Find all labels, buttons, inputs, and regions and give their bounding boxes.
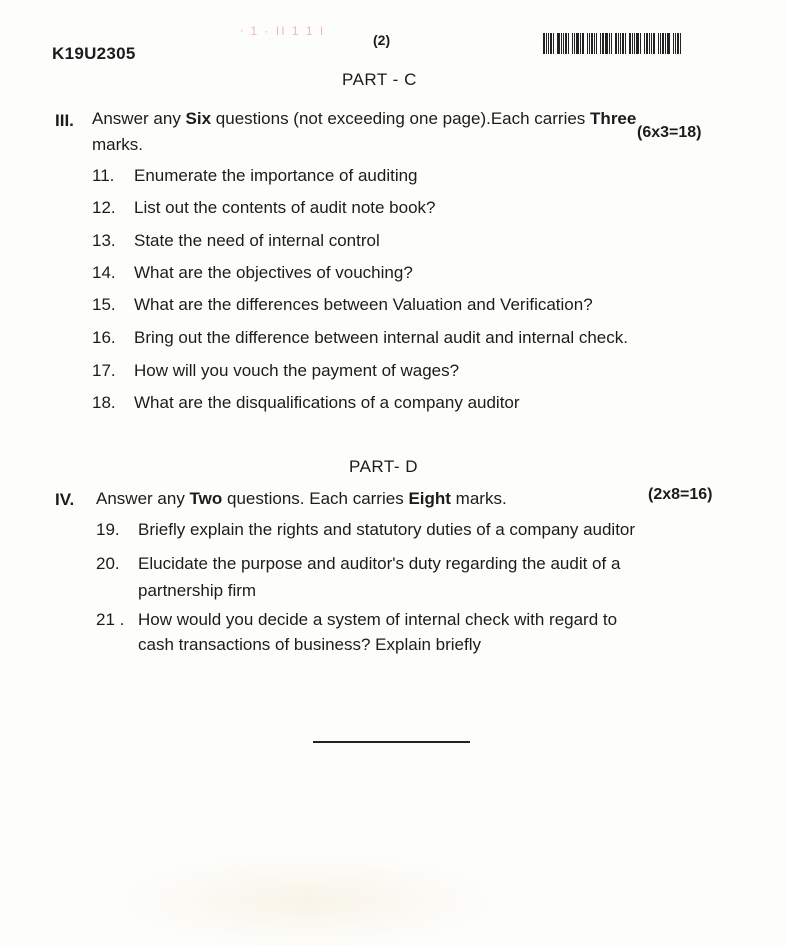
question-21-line2: cash transactions of business? Explain briefly	[138, 635, 482, 654]
page-number: (2)	[373, 32, 391, 48]
faded-stamp: ⸱ 1 · ΙΙ 1 1 Ι	[240, 24, 326, 38]
question-19: 19. Briefly explain the rights and statutory duties of a company auditor	[96, 520, 636, 539]
part-c-instruction-line2: marks.	[92, 135, 143, 154]
question-13: 13. State the need of internal control	[92, 231, 380, 250]
question-12: 12. List out the contents of audit note book?	[92, 198, 436, 217]
barcode	[543, 33, 717, 54]
question-20-line2: partnership firm	[138, 581, 257, 600]
section-iv-numeral: IV.	[55, 490, 75, 509]
question-18: 18. What are the disqualifications of a company auditor	[92, 393, 520, 412]
part-d-title: PART- D	[349, 457, 418, 476]
question-14: 14. What are the objectives of vouching?	[92, 263, 413, 282]
section-iii-numeral: III.	[55, 111, 74, 130]
question-15: 15. What are the differences between Valuation and Verification?	[92, 295, 593, 314]
part-c-title: PART - C	[342, 70, 417, 89]
question-21: 21 . How would you decide a system of internal check with regard to	[96, 610, 618, 629]
paper-code: K19U2305	[52, 44, 136, 63]
question-20: 20. Elucidate the purpose and auditor's duty regarding the audit of a	[96, 554, 621, 573]
question-11: 11. Enumerate the importance of auditing	[92, 166, 418, 185]
part-d-instruction: Answer any Two questions. Each carries Eight marks.	[96, 489, 507, 508]
question-16: 16. Bring out the difference between internal audit and internal check.	[92, 328, 628, 347]
end-rule	[313, 741, 470, 743]
part-c-marks: (6x3=18)	[637, 124, 702, 141]
paper-smudge	[130, 855, 485, 946]
part-d-marks: (2x8=16)	[648, 486, 713, 503]
part-c-instruction: Answer any Six questions (not exceeding one page).Each carries Three	[92, 109, 637, 128]
question-17: 17. How will you vouch the payment of wages?	[92, 361, 460, 380]
